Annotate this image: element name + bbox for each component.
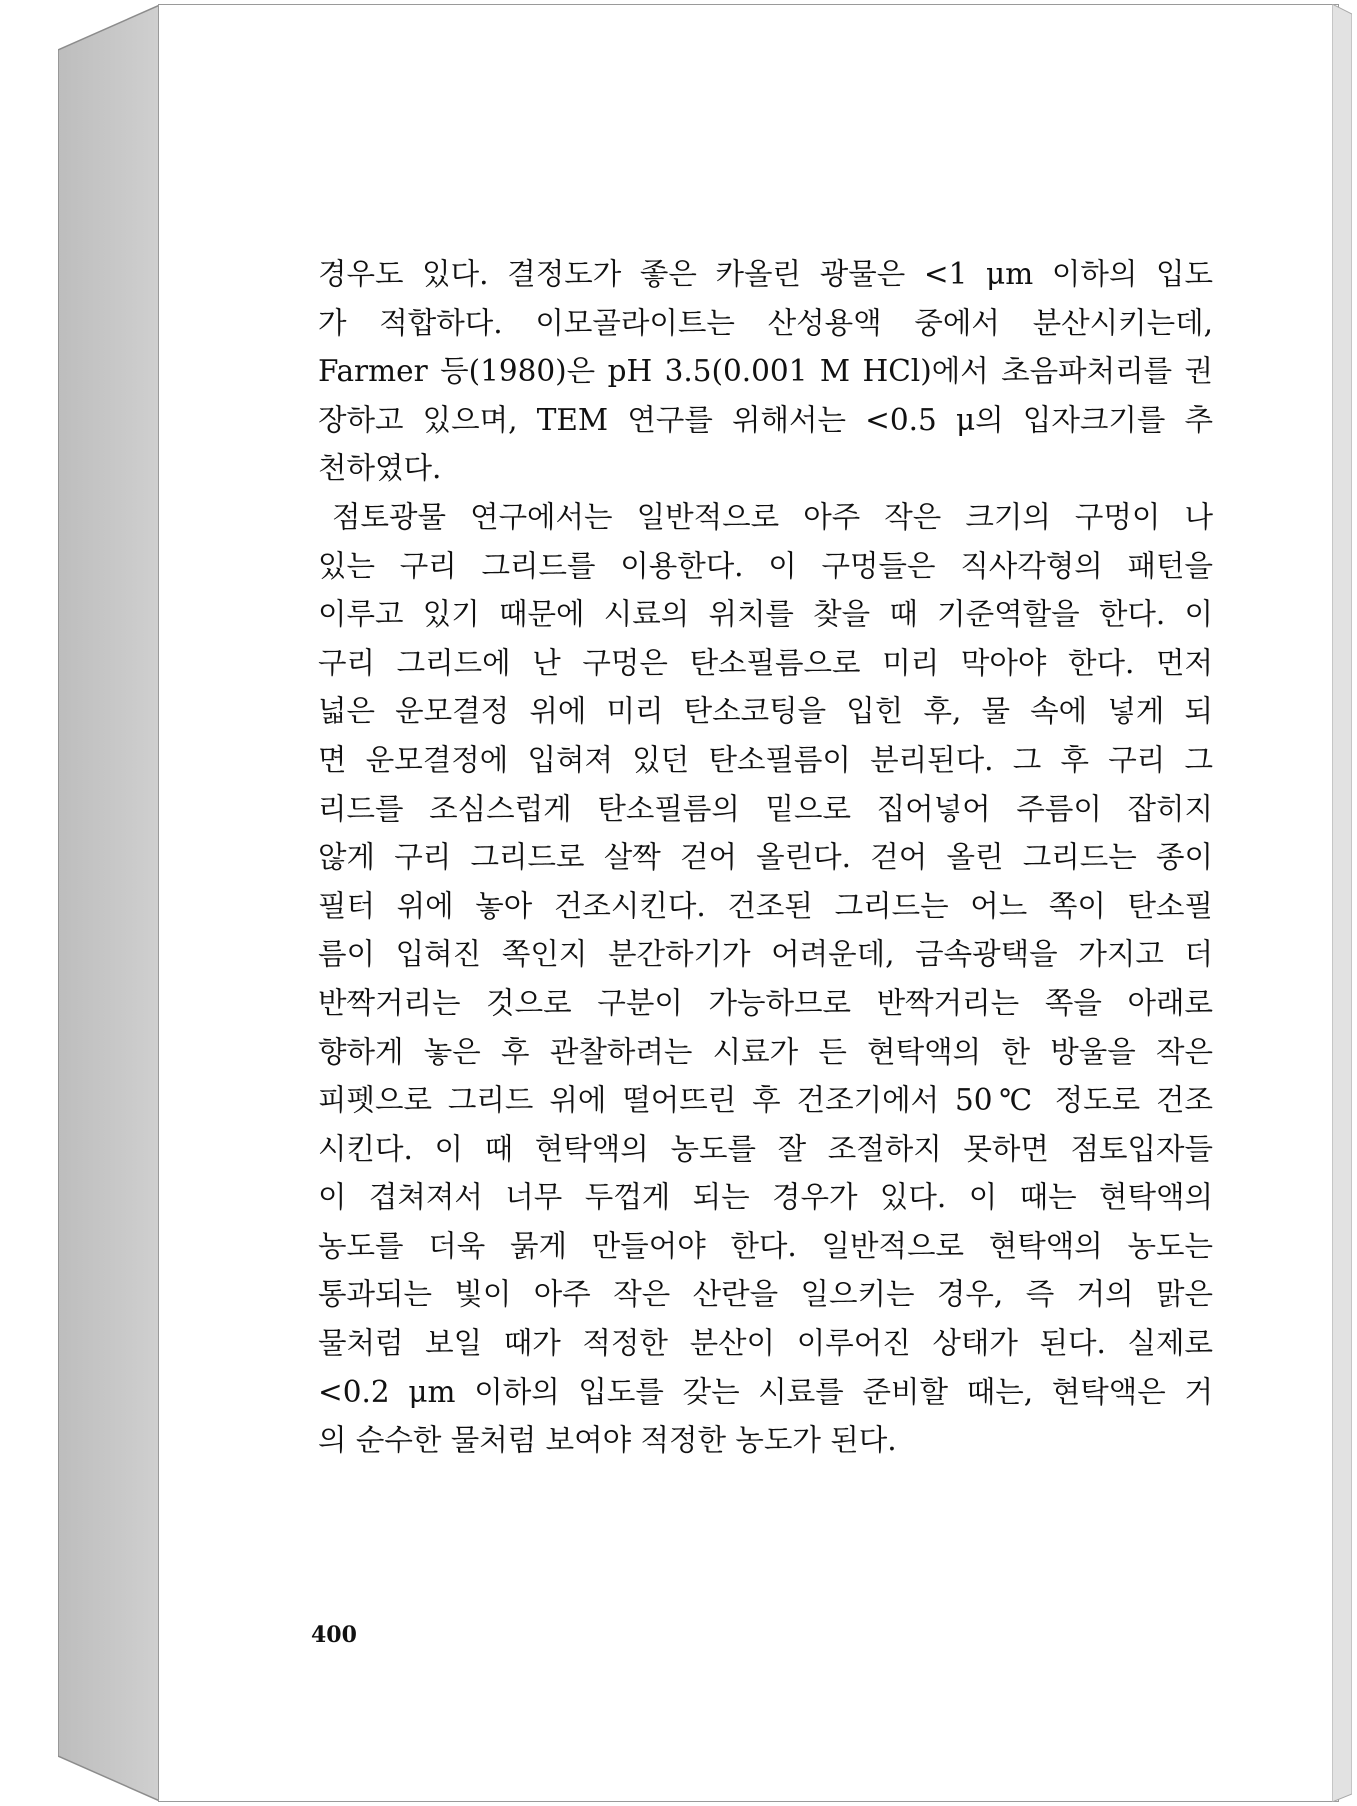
text-line: 향하게 놓은 후 관찰하려는 시료가 든 현탁액의 한 방울을 작은 bbox=[318, 1034, 1213, 1069]
paragraph-2 bbox=[318, 493, 1213, 1465]
text-line: 면 운모결정에 입혀져 있던 탄소필름이 분리된다. 그 후 구리 그 bbox=[318, 742, 1213, 777]
text-line: 름이 입혀진 쪽인지 분간하기가 어려운데, 금속광택을 가지고 더 bbox=[318, 937, 1213, 972]
text-line: Farmer 등(1980)은 pH 3.5(0.001 M HCl)에서 초음파처리를 권 bbox=[318, 354, 1213, 389]
paragraph-1 bbox=[318, 250, 1213, 493]
page-number: 400 bbox=[311, 1622, 357, 1648]
text-line: 천하였다. bbox=[318, 451, 442, 486]
text-line: 구리 그리드에 난 구멍은 탄소필름으로 미리 막아야 한다. 먼저 bbox=[318, 645, 1213, 680]
text-line: 장하고 있으며, TEM 연구를 위해서는 <0.5 μ의 입자크기를 추 bbox=[318, 402, 1213, 437]
text-line: 리드를 조심스럽게 탄소필름의 밑으로 집어넣어 주름이 잡히지 bbox=[318, 791, 1213, 826]
text-line: 점토광물 연구에서는 일반적으로 아주 작은 크기의 구멍이 나 bbox=[332, 499, 1213, 534]
text-line: 물처럼 보일 때가 적정한 분산이 이루어진 상태가 된다. 실제로 bbox=[318, 1326, 1213, 1361]
text-line: 시킨다. 이 때 현탁액의 농도를 잘 조절하지 못하면 점토입자들 bbox=[318, 1131, 1213, 1166]
text-line: 반짝거리는 것으로 구분이 가능하므로 반짝거리는 쪽을 아래로 bbox=[318, 985, 1213, 1020]
text-line: <0.2 μm 이하의 입도를 갖는 시료를 준비할 때는, 현탁액은 거 bbox=[318, 1374, 1213, 1409]
text-line: 넓은 운모결정 위에 미리 탄소코팅을 입힌 후, 물 속에 넣게 되 bbox=[318, 694, 1213, 729]
text-line: 의 순수한 물처럼 보여야 적정한 농도가 된다. bbox=[318, 1423, 897, 1458]
page-edge bbox=[1332, 4, 1352, 1802]
text-line: 농도를 더욱 묽게 만들어야 한다. 일반적으로 현탁액의 농도는 bbox=[318, 1228, 1213, 1263]
text-line: 가 적합하다. 이모골라이트는 산성용액 중에서 분산시키는데, bbox=[318, 305, 1213, 340]
body-text bbox=[318, 250, 1213, 1465]
text-line: 경우도 있다. 결정도가 좋은 카올린 광물은 <1 μm 이하의 입도 bbox=[318, 257, 1213, 291]
book-spine bbox=[58, 4, 162, 1802]
text-line: 피펫으로 그리드 위에 떨어뜨린 후 건조기에서 50℃ 정도로 건조 bbox=[318, 1083, 1213, 1118]
text-line: 이 겹쳐져서 너무 두껍게 되는 경우가 있다. 이 때는 현탁액의 bbox=[318, 1180, 1213, 1215]
text-line: 않게 구리 그리드로 살짝 걷어 올린다. 걷어 올린 그리드는 종이 bbox=[318, 840, 1213, 875]
text-line: 이루고 있기 때문에 시료의 위치를 찾을 때 기준역할을 한다. 이 bbox=[318, 597, 1213, 632]
text-line: 있는 구리 그리드를 이용한다. 이 구멍들은 직사각형의 패턴을 bbox=[318, 548, 1213, 583]
text-line: 통과되는 빛이 아주 작은 산란을 일으키는 경우, 즉 거의 맑은 bbox=[318, 1277, 1213, 1312]
text-line: 필터 위에 놓아 건조시킨다. 건조된 그리드는 어느 쪽이 탄소필 bbox=[318, 888, 1213, 923]
